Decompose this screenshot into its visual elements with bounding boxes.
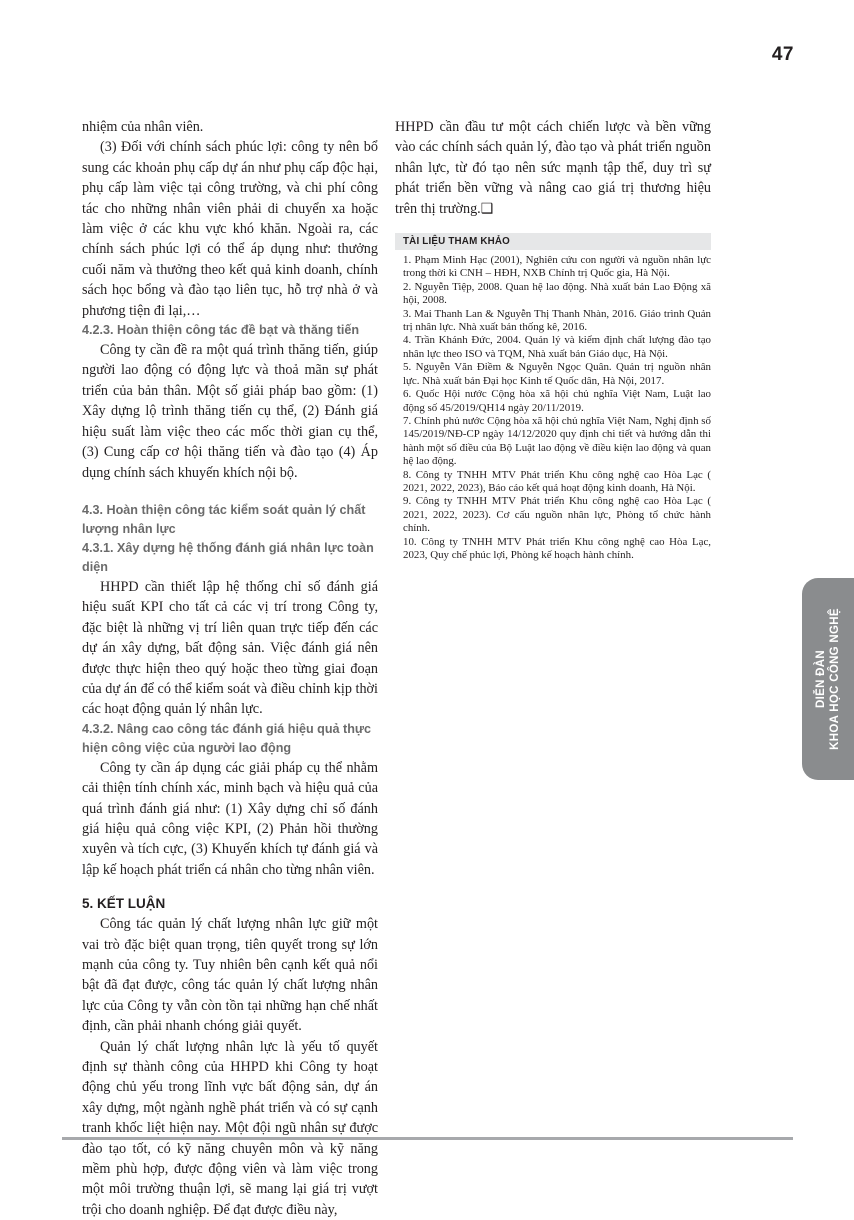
subsection-heading-4-3-2: 4.3.2. Nâng cao công tác đánh giá hiệu quả thực hiện công việc của người lao động <box>82 721 372 755</box>
side-tab-line-2: KHOA HỌC CÔNG NGHỆ <box>829 608 841 750</box>
paragraph: Công ty cần đề ra một quá trình thăng tiến, giúp người lao động có động lực và thoả mãn sự phát triển của bản thân. Một số giải pháp bao gồm: (1) Xây dựng lộ trình thăng tiến cụ thể, (2) Đánh giá hiệu suất làm việc theo các mốc thời gian cụ thể, (3) Cung cấp cơ hội thăng tiến và đào tạo (4) Áp dụng chính sách khuyến khích nội bộ. <box>82 342 378 481</box>
reference-item: 5. Nguyễn Văn Điềm & Nguyễn Ngọc Quân. Quản trị nguồn nhân lực. Nhà xuất bản Đại học Kinh tế Quốc dân, Hà Nội, 2017. <box>403 361 711 387</box>
paragraph: Quản lý chất lượng nhân lực là yếu tố quyết định sự thành công của HHPD khi Công ty hoạt động chủ yếu trong lĩnh vực bất động sản, dự án xây dựng, một ngành nghề phát triển và có sự cạnh tranh khốc liệt hiện nay. Một đội ngũ nhân sự được đào tạo tốt, có kỹ năng chuyên môn và kỹ năng mềm phù hợp, được động viên và làm việc trong một môi trường thuận lợi, sẽ mang lại giá trị vượt trội cho doanh nghiệp. Để đạt được điều này, <box>82 1038 378 1218</box>
paragraph: HHPD cần đầu tư một cách chiến lược và bền vững vào các chính sách quản lý, đào tạo và phát triển nguồn nhân lực, từ đó tạo nên sức mạnh tập thể, duy trì sự phát triển bền vững và nâng cao giá trị thương hiệu trên thị trường.❑ <box>395 119 711 217</box>
paragraph: (3) Đối với chính sách phúc lợi: công ty nên bổ sung các khoản phụ cấp dự án như phụ cấp độc hại, phụ cấp làm việc tại công trường, và chi phí công tác cho những nhân viên phải di chuyển xa hoặc làm việc ở các khu vực khó khăn. Ngoài ra, các chính sách phúc lợi có thể áp dụng như: thưởng cuối năm và thưởng theo kết quả kinh doanh, chính sách học bổng và đào tạo liên tục, hỗ trợ nhà ở và phương tiện đi lại,… <box>82 139 378 319</box>
page-number: 47 <box>771 44 794 65</box>
paragraph: nhiệm của nhân viên. <box>82 119 204 135</box>
section-side-tab <box>802 578 854 780</box>
right-column <box>395 117 711 562</box>
section-heading-conclusion: 5. KẾT LUẬN <box>82 896 166 912</box>
section-heading-4-3: 4.3. Hoàn thiện công tác kiểm soát quản lý chất lượng nhân lực <box>82 502 366 536</box>
paragraph: Công ty cần áp dụng các giải pháp cụ thể nhằm cải thiện tính chính xác, minh bạch và hiệu quả của quá trình đánh giá như: (1) Xây dựng chỉ số đánh giá hiệu quả công việc KPI, (2) Phản hồi thường xuyên và tích cực, (3) Khuyến khích tự đánh giá và lập kế hoạch phát triển cá nhân cho từng nhân viên. <box>82 759 378 878</box>
reference-item: 4. Trần Khánh Đức, 2004. Quản lý và kiểm định chất lượng đào tạo nhân lực theo ISO và TQM, Nhà xuất bản Giáo dục, Hà Nội. <box>403 334 711 360</box>
references-title: TÀI LIỆU THAM KHẢO <box>395 233 711 250</box>
reference-item: 3. Mai Thanh Lan & Nguyễn Thị Thanh Nhàn, 2016. Giáo trình Quản trị nhân lực. Nhà xuất bản thống kê, 2016. <box>403 307 711 334</box>
reference-item: 2. Nguyễn Tiệp, 2008. Quan hệ lao động. Nhà xuất bản Lao Động xã hội, 2008. <box>403 280 711 307</box>
subsection-heading-4-3-1: 4.3.1. Xây dựng hệ thống đánh giá nhân lực toàn diện <box>82 540 374 574</box>
reference-item: 6. Quốc Hội nước Cộng hòa xã hội chủ nghĩa Việt Nam, Luật lao động số 45/2019/QH14 ngày 20/11/2019. <box>403 388 711 414</box>
paragraph: Công tác quản lý chất lượng nhân lực giữ một vai trò đặc biệt quan trọng, tiên quyết trong sự lớn mạnh của công ty. Tuy nhiên bên cạnh kết quả nổi bật đã đạt được, công tác quản lý chất lượng nhân lực của Công ty vẫn còn tồn tại những hạn chế nhất định, cần phải nhanh chóng giải quyết. <box>82 916 378 1035</box>
subsection-heading-4-2-3: 4.2.3. Hoàn thiện công tác đề bạt và thăng tiến <box>82 323 360 338</box>
paragraph: HHPD cần thiết lập hệ thống chỉ số đánh giá hiệu suất KPI cho tất cả các vị trí trong Công ty, đặc biệt là những vị trí liên quan trực tiếp đến các dự án xây dựng, bất động sản. Việc đánh giá nên được thực hiện theo quý hoặc theo từng giai đoạn của dự án để có thể kiểm soát và điều chỉnh kịp thời các hoạt động quản lý nhân lực. <box>82 578 378 718</box>
reference-item: 10. Công ty TNHH MTV Phát triển Khu công nghệ cao Hòa Lạc, 2023, Quy chế phúc lợi, Phòng kế hoạch hành chính. <box>403 535 711 561</box>
reference-item: 8. Công ty TNHH MTV Phát triển Khu công nghệ cao Hòa Lạc ( 2021, 2022, 2023), Báo cáo kết quả hoạt động kinh doanh, Hà Nội. <box>403 468 711 494</box>
side-tab-line-1: DIỄN ĐÀN <box>815 650 827 709</box>
reference-item: 7. Chính phủ nước Cộng hòa xã hội chủ nghĩa Việt Nam, Nghị định số 145/2019/NĐ-CP ngày 14/12/2020 quy định chi tiết và hướng dẫn thi hành một số điều của Bộ Luật lao động về điều kiện lao động và quan hệ lao động. <box>403 414 711 468</box>
references-list <box>395 254 711 562</box>
side-tab-label <box>814 608 842 750</box>
left-column <box>82 117 378 1220</box>
reference-item: 1. Phạm Minh Hạc (2001), Nghiên cứu con người và nguồn nhân lực trong thời kì CNH – HĐH, NXB Chính trị Quốc gia, Hà Nội. <box>403 254 711 280</box>
reference-item: 9. Công ty TNHH MTV Phát triển Khu công nghệ cao Hòa Lạc ( 2021, 2022, 2023). Cơ cấu nguồn nhân lực, Phòng tổ chức hành chính. <box>403 495 711 535</box>
bottom-divider <box>62 1137 793 1140</box>
